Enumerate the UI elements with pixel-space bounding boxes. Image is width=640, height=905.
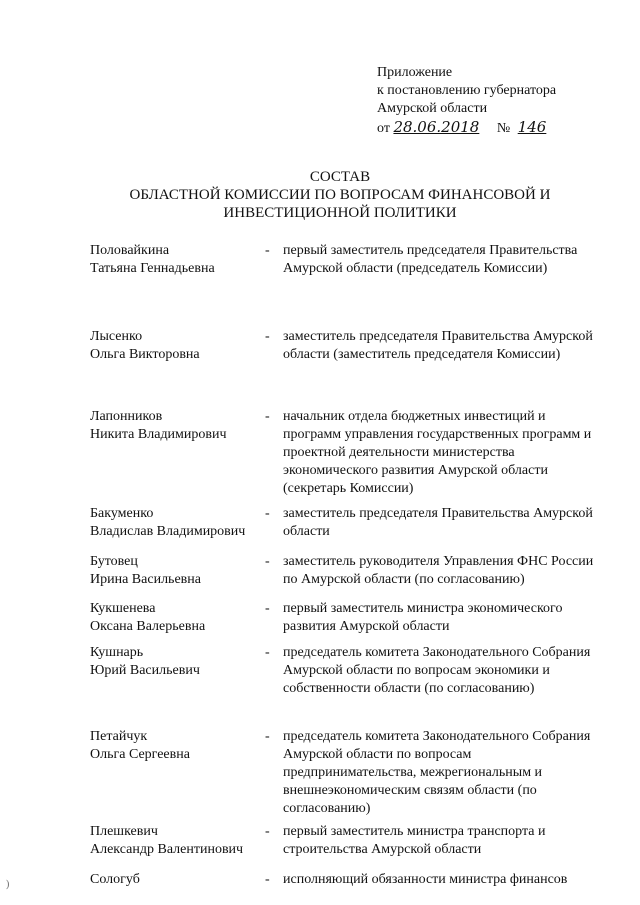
member-row — [0, 600, 640, 644]
member-row — [0, 553, 640, 600]
dash-separator: - — [265, 872, 270, 887]
title-line-2: ОБЛАСТНОЙ КОМИССИИ ПО ВОПРОСАМ ФИНАНСОВОЙ И — [129, 187, 551, 203]
member-name: Лысенко Ольга Викторовна — [90, 329, 200, 362]
document-title — [60, 168, 620, 222]
member-role: заместитель председателя Правительства Амурской области (заместитель председателя Комиссии) — [283, 329, 593, 362]
member-row — [0, 328, 640, 408]
member-name: Плешкевич Александр Валентинович — [90, 824, 244, 857]
dash-separator: - — [265, 729, 270, 744]
dash-separator: - — [265, 554, 270, 569]
handwritten-date: 28.06.2018 — [393, 118, 480, 136]
handwritten-number: 146 — [517, 118, 547, 136]
member-role: первый заместитель председателя Правительства Амурской области (председатель Комиссии) — [283, 243, 578, 276]
title-line-1: СОСТАВ — [309, 169, 371, 185]
member-name: Сологуб — [90, 872, 140, 887]
member-role: заместитель руководителя Управления ФНС России по Амурской области (по согласованию) — [283, 554, 594, 587]
member-role: начальник отдела бюджетных инвестиций и программ управления государственных программ и проектной деятельности министерства экономического развития Амурской области (секретарь Комиссии) — [283, 409, 592, 496]
member-name: Лапонников Никита Владимирович — [90, 409, 227, 442]
member-row — [0, 871, 640, 897]
appendix-label: Приложение — [377, 65, 453, 80]
appendix-decree-ref: к постановлению губернатора — [377, 83, 557, 98]
appendix-date-line — [377, 118, 627, 138]
number-prefix: № — [496, 121, 511, 136]
member-name: Бутовец Ирина Васильевна — [90, 554, 201, 587]
appendix-block — [377, 64, 627, 138]
member-role: первый заместитель министра транспорта и строительства Амурской области — [283, 824, 546, 857]
dash-separator: - — [265, 824, 270, 839]
member-row — [0, 505, 640, 553]
dash-separator: - — [265, 645, 270, 660]
dash-separator: - — [265, 243, 270, 258]
date-prefix: от — [377, 121, 390, 136]
title-line-3: ИНВЕСТИЦИОННОЙ ПОЛИТИКИ — [223, 205, 457, 221]
dash-separator: - — [265, 601, 270, 616]
member-name: Кукшенева Оксана Валерьевна — [90, 601, 206, 634]
appendix-region: Амурской области — [377, 101, 488, 116]
member-row — [0, 408, 640, 505]
member-role: первый заместитель министра экономического развития Амурской области — [283, 601, 563, 634]
member-name: Бакуменко Владислав Владимирович — [90, 506, 246, 539]
dash-separator: - — [265, 506, 270, 521]
scan-margin-mark: ) — [6, 879, 10, 890]
member-row — [0, 823, 640, 871]
member-role: исполняющий обязанности министра финансов — [283, 872, 568, 887]
member-row — [0, 242, 640, 328]
member-row — [0, 728, 640, 823]
member-name: Кушнарь Юрий Васильевич — [90, 645, 200, 678]
member-role: заместитель председателя Правительства Амурской области — [283, 506, 593, 539]
dash-separator: - — [265, 329, 270, 344]
dash-separator: - — [265, 409, 270, 424]
member-row — [0, 644, 640, 728]
member-role: председатель комитета Законодательного Собрания Амурской области по вопросам предпринимательства, межрегиональным и внешнеэкономическим связям области (по согласованию) — [283, 729, 591, 816]
member-name: Половайкина Татьяна Геннадьевна — [90, 243, 215, 276]
member-role: председатель комитета Законодательного Собрания Амурской области по вопросам экономики и собственности области (по согласованию) — [283, 645, 591, 696]
members-list — [0, 242, 640, 897]
member-name: Петайчук Ольга Сергеевна — [90, 729, 190, 762]
